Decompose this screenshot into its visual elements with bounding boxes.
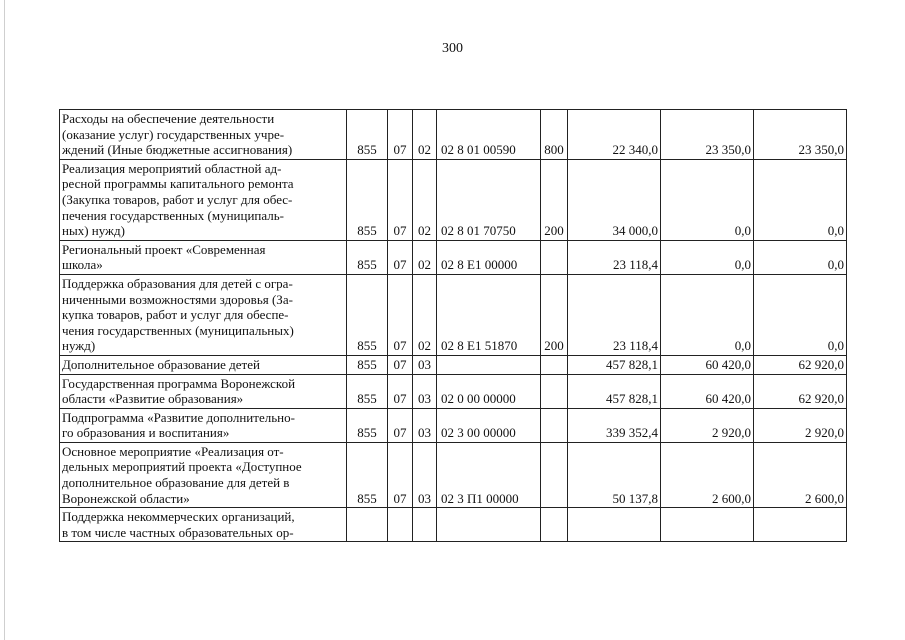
amount-year-2-cell: 0,0	[661, 240, 754, 274]
department-code-cell: 855	[347, 355, 388, 374]
table-row	[60, 408, 847, 442]
table-row	[60, 240, 847, 274]
table-row	[60, 274, 847, 355]
amount-year-1-cell: 34 000,0	[568, 159, 661, 240]
expense-type-cell	[541, 442, 568, 507]
amount-year-2-cell	[661, 508, 754, 542]
section-code-cell: 07	[388, 159, 413, 240]
table-row	[60, 159, 847, 240]
target-article-cell: 02 3 П1 00000	[437, 442, 541, 507]
subsection-code-cell: 02	[413, 110, 437, 160]
expense-name-line: Подпрограмма «Развитие дополнительно-	[62, 409, 295, 425]
amount-year-1-cell: 457 828,1	[568, 355, 661, 374]
expense-name-line: области «Развитие образования»	[62, 391, 244, 407]
section-code-cell: 07	[388, 374, 413, 408]
expense-name-line: дополнительное образование для детей в	[62, 475, 290, 491]
expense-name-cell	[60, 508, 347, 542]
expense-name-cell	[60, 374, 347, 408]
amount-year-2-cell: 0,0	[661, 159, 754, 240]
amount-year-3-cell: 0,0	[754, 159, 847, 240]
amount-year-3-cell: 2 920,0	[754, 408, 847, 442]
expense-name-cell	[60, 110, 347, 160]
target-article-cell: 02 3 00 00000	[437, 408, 541, 442]
expense-type-cell: 800	[541, 110, 568, 160]
department-code-cell	[347, 508, 388, 542]
subsection-code-cell: 03	[413, 408, 437, 442]
expense-name-line: нужд)	[62, 338, 96, 354]
expense-type-cell	[541, 508, 568, 542]
expense-name-cell	[60, 274, 347, 355]
expense-name-line: Поддержка образования для детей с огра-	[62, 275, 293, 291]
table-row	[60, 355, 847, 374]
department-code-cell: 855	[347, 408, 388, 442]
expense-name-line: Реализация мероприятий областной ад-	[62, 160, 282, 176]
target-article-cell: 02 0 00 00000	[437, 374, 541, 408]
amount-year-2-cell: 2 920,0	[661, 408, 754, 442]
subsection-code-cell: 02	[413, 159, 437, 240]
amount-year-3-cell	[754, 508, 847, 542]
subsection-code-cell: 03	[413, 374, 437, 408]
section-code-cell: 07	[388, 110, 413, 160]
expense-type-cell	[541, 374, 568, 408]
expense-name-line: (оказание услуг) государственных учре-	[62, 126, 285, 142]
expense-name-line: (Закупка товаров, работ и услуг для обес-	[62, 191, 293, 207]
expense-name-cell	[60, 240, 347, 274]
expense-type-cell: 200	[541, 159, 568, 240]
expense-name-line: Государственная программа Воронежской	[62, 375, 296, 391]
amount-year-2-cell: 23 350,0	[661, 110, 754, 160]
expense-name-line: купка товаров, работ и услуг для обеспе-	[62, 307, 289, 323]
target-article-cell: 02 8 01 70750	[437, 159, 541, 240]
expense-name-line: Региональный проект «Современная	[62, 241, 266, 257]
target-article-cell: 02 8 01 00590	[437, 110, 541, 160]
amount-year-3-cell: 0,0	[754, 240, 847, 274]
amount-year-3-cell: 62 920,0	[754, 374, 847, 408]
expense-name-line: ждений (Иные бюджетные ассигнования)	[62, 142, 293, 158]
expense-name-line: ных) нужд)	[62, 223, 125, 239]
expense-name-line: Поддержка некоммерческих организаций,	[62, 509, 295, 525]
expense-name-line: дельных мероприятий проекта «Доступное	[62, 459, 302, 475]
expense-name-cell	[60, 159, 347, 240]
table-row	[60, 442, 847, 507]
target-article-cell: 02 8 E1 00000	[437, 240, 541, 274]
table-row	[60, 110, 847, 160]
table-row	[60, 508, 847, 542]
expense-type-cell: 200	[541, 274, 568, 355]
department-code-cell: 855	[347, 159, 388, 240]
expense-name-line: чения государственных (муниципальных)	[62, 322, 294, 338]
expense-type-cell	[541, 355, 568, 374]
department-code-cell: 855	[347, 442, 388, 507]
amount-year-1-cell: 339 352,4	[568, 408, 661, 442]
table-row	[60, 374, 847, 408]
page-number: 300	[442, 41, 463, 56]
subsection-code-cell	[413, 508, 437, 542]
section-code-cell: 07	[388, 274, 413, 355]
expense-name-cell	[60, 408, 347, 442]
amount-year-1-cell	[568, 508, 661, 542]
expense-name-cell	[60, 355, 347, 374]
amount-year-1-cell: 23 118,4	[568, 240, 661, 274]
budget-table	[59, 109, 847, 542]
amount-year-2-cell: 2 600,0	[661, 442, 754, 507]
target-article-cell	[437, 508, 541, 542]
subsection-code-cell: 03	[413, 355, 437, 374]
amount-year-1-cell: 50 137,8	[568, 442, 661, 507]
expense-name-line: печения государственных (муниципаль-	[62, 207, 285, 223]
subsection-code-cell: 02	[413, 240, 437, 274]
amount-year-1-cell: 457 828,1	[568, 374, 661, 408]
amount-year-1-cell: 22 340,0	[568, 110, 661, 160]
budget-table-body	[60, 110, 847, 542]
department-code-cell: 855	[347, 274, 388, 355]
expense-name-line: Расходы на обеспечение деятельности	[62, 111, 275, 126]
expense-type-cell	[541, 408, 568, 442]
department-code-cell: 855	[347, 240, 388, 274]
page-left-edge-line	[4, 0, 5, 640]
expense-name-line: Основное мероприятие «Реализация от-	[62, 443, 284, 459]
expense-name-line: в том числе частных образовательных ор-	[62, 524, 294, 540]
subsection-code-cell: 03	[413, 442, 437, 507]
amount-year-2-cell: 0,0	[661, 274, 754, 355]
expense-name-line: ниченными возможностями здоровья (За-	[62, 291, 293, 307]
expense-name-line: школа»	[62, 257, 103, 273]
department-code-cell: 855	[347, 374, 388, 408]
section-code-cell: 07	[388, 240, 413, 274]
amount-year-3-cell: 2 600,0	[754, 442, 847, 507]
target-article-cell	[437, 355, 541, 374]
section-code-cell: 07	[388, 442, 413, 507]
target-article-cell: 02 8 E1 51870	[437, 274, 541, 355]
expense-name-line: го образования и воспитания»	[62, 425, 230, 441]
expense-type-cell	[541, 240, 568, 274]
amount-year-3-cell: 23 350,0	[754, 110, 847, 160]
section-code-cell	[388, 508, 413, 542]
department-code-cell: 855	[347, 110, 388, 160]
section-code-cell: 07	[388, 355, 413, 374]
amount-year-3-cell: 0,0	[754, 274, 847, 355]
subsection-code-cell: 02	[413, 274, 437, 355]
expense-name-cell	[60, 442, 347, 507]
amount-year-2-cell: 60 420,0	[661, 355, 754, 374]
amount-year-1-cell: 23 118,4	[568, 274, 661, 355]
amount-year-3-cell: 62 920,0	[754, 355, 847, 374]
amount-year-2-cell: 60 420,0	[661, 374, 754, 408]
expense-name-line: Дополнительное образование детей	[62, 356, 260, 372]
section-code-cell: 07	[388, 408, 413, 442]
expense-name-line: Воронежской области»	[62, 490, 190, 506]
expense-name-line: ресной программы капитального ремонта	[62, 176, 294, 192]
